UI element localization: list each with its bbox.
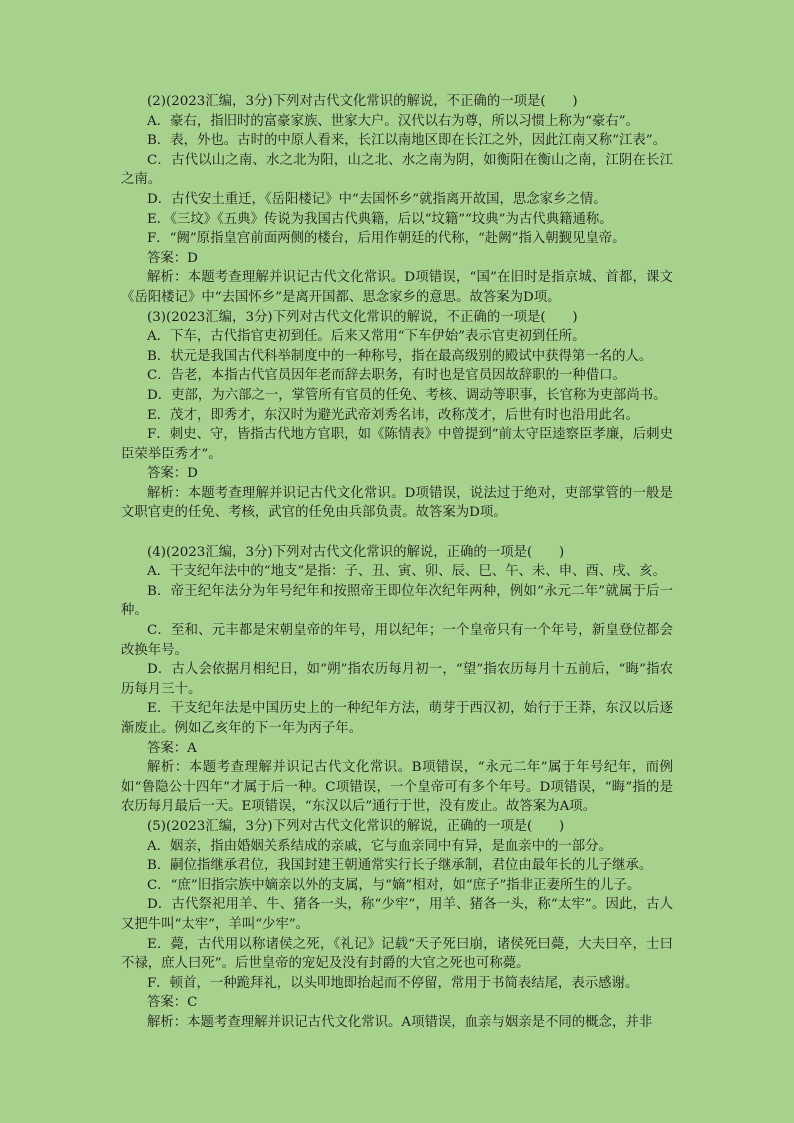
question-stem: (4)(2023汇编，3分)下列对古代文化常识的解说，正确的一项是( ) — [147, 544, 565, 560]
option-c: C．“庶”旧指宗族中嫡亲以外的支属，与“嫡”相对，如“庶子”指非正妻所生的儿子。 — [147, 877, 641, 893]
option-c: C．古代以山之南、水之北为阳，山之北、水之南为阴，如衡阳在衡山之南，江阴在长江之南。 — [121, 152, 673, 188]
option-f: F．刺史、守，皆指古代地方官职，如《陈情表》中曾提到“前太守臣逵察臣孝廉，后刺史臣荣举臣秀才”。 — [121, 427, 673, 462]
option-e: E．《三坟》《五典》传说为我国古代典籍，后以“坟籍”“坟典”为古代典籍通称。 — [147, 211, 613, 227]
explanation: 解析：本题考查理解并识记古代文化常识。D项错误，说法过于绝对，吏部掌管的一般是文职官吏的任免、考核，武官的任免由兵部负责。故答案为D项。 — [121, 485, 673, 521]
option-b: B．状元是我国古代科举制度中的一种称号，指在最高级别的殿试中获得第一名的人。 — [147, 348, 653, 364]
question-stem: (2)(2023汇编，3分)下列对古代文化常识的解说，不正确的一项是( ) — [147, 94, 578, 109]
question-stem: (3)(2023汇编，3分)下列对古代文化常识的解说，不正确的一项是( ) — [147, 309, 578, 325]
option-a: A．下车，古代指官吏初到任。后来又常用“下车伊始”表示官吏初到任所。 — [147, 329, 586, 345]
option-a: A．干支纪年法中的“地支”是指：子、丑、寅、卯、辰、巳、午、未、申、酉、戌、亥。 — [147, 564, 666, 580]
option-f: F．顿首，一种跪拜礼，以头叩地即抬起而不停留，常用于书简表结尾，表示感谢。 — [147, 975, 639, 991]
option-c: C．告老，本指古代官员因年老而辞去职务，有时也是官员因故辞职的一种借口。 — [147, 368, 626, 384]
option-f: F．“阙”原指皇宫前面两侧的楼台，后用作朝廷的代称，“赴阙”指入朝觐见皇帝。 — [147, 231, 626, 247]
option-b: B．表，外也。古时的中原人看来，长江以南地区即在长江之外，因此江南又称“江表”。 — [147, 133, 666, 149]
option-b: B．帝王纪年法分为年号纪年和按照帝王即位年次纪年两种，例如“永元二年”就属于后一种。 — [121, 583, 673, 619]
question-stem: (5)(2023汇编，3分)下列对古代文化常识的解说，正确的一项是( ) — [147, 818, 565, 834]
answer: 答案：D — [147, 250, 198, 266]
question-block-2 — [121, 92, 673, 308]
option-a: A．姻亲，指由婚姻关系结成的亲戚，它与血亲同中有异，是血亲中的一部分。 — [147, 838, 612, 854]
explanation: 解析：本题考查理解并识记古代文化常识。B项错误，“永元二年”属于年号纪年，而例如“鲁隐公十四年”才属于后一种。C项错误，一个皇帝可有多个年号。D项错误，“晦”指的是农历每月最后一天。E项错误，“东汉以后”通行于世，没有废止。故答案为A项。 — [121, 760, 673, 815]
option-a: A．豪右，指旧时的富豪家族、世家大户。汉代以右为尊，所以习惯上称为“豪右”。 — [147, 113, 640, 129]
question-block-3 — [121, 308, 673, 524]
answer: 答案：C — [147, 995, 198, 1011]
option-e: E．薨，古代用以称诸侯之死，《礼记》记载“天子死曰崩，诸侯死曰薨，大夫曰卒，士曰不禄，庶人曰死”。后世皇帝的宠妃及没有封爵的大官之死也可称薨。 — [121, 936, 673, 972]
explanation: 解析：本题考查理解并识记古代文化常识。D项错误，“国”在旧时是指京城、首都，课文《岳阳楼记》中“去国怀乡”是离开国都、思念家乡的意思。故答案为D项。 — [121, 270, 673, 305]
option-d: D．古人会依据月相纪日，如“朔”指农历每月初一，“望”指农历每月十五前后，“晦”指农历每月三十。 — [121, 662, 673, 697]
option-e: E．干支纪年法是中国历史上的一种纪年方法，萌芽于西汉初，始行于王莽，东汉以后逐渐废止。例如乙亥年的下一年为丙子年。 — [121, 701, 673, 736]
explanation: 解析：本题考查理解并识记古代文化常识。A项错误，血亲与姻亲是不同的概念，并非 — [147, 1014, 653, 1030]
question-block-4 — [121, 543, 673, 817]
option-c: C．至和、元丰都是宋朝皇帝的年号，用以纪年；一个皇帝只有一个年号，新皇登位都会改换年号。 — [121, 623, 673, 658]
answer: 答案：A — [147, 740, 197, 756]
document-content — [121, 92, 673, 1033]
option-e: E．茂才，即秀才，东汉时为避光武帝刘秀名讳，改称茂才，后世有时也沿用此名。 — [147, 407, 639, 423]
option-d: D．古代安土重迁，《岳阳楼记》中“去国怀乡”就指离开故国，思念家乡之情。 — [147, 191, 607, 207]
question-block-5 — [121, 817, 673, 1033]
option-d: D．吏部，为六部之一，掌管所有官员的任免、考核、调动等职事，长官称为吏部尚书。 — [147, 387, 667, 403]
answer: 答案：D — [147, 466, 198, 482]
option-b: B．嗣位指继承君位，我国封建王朝通常实行长子继承制，君位由最年长的儿子继承。 — [147, 858, 653, 874]
option-d: D．古代祭祀用羊、牛、猪各一头，称“少牢”，用羊、猪各一头，称“太牢”。因此，古人又把牛叫“太牢”，羊叫“少牢”。 — [121, 897, 673, 932]
